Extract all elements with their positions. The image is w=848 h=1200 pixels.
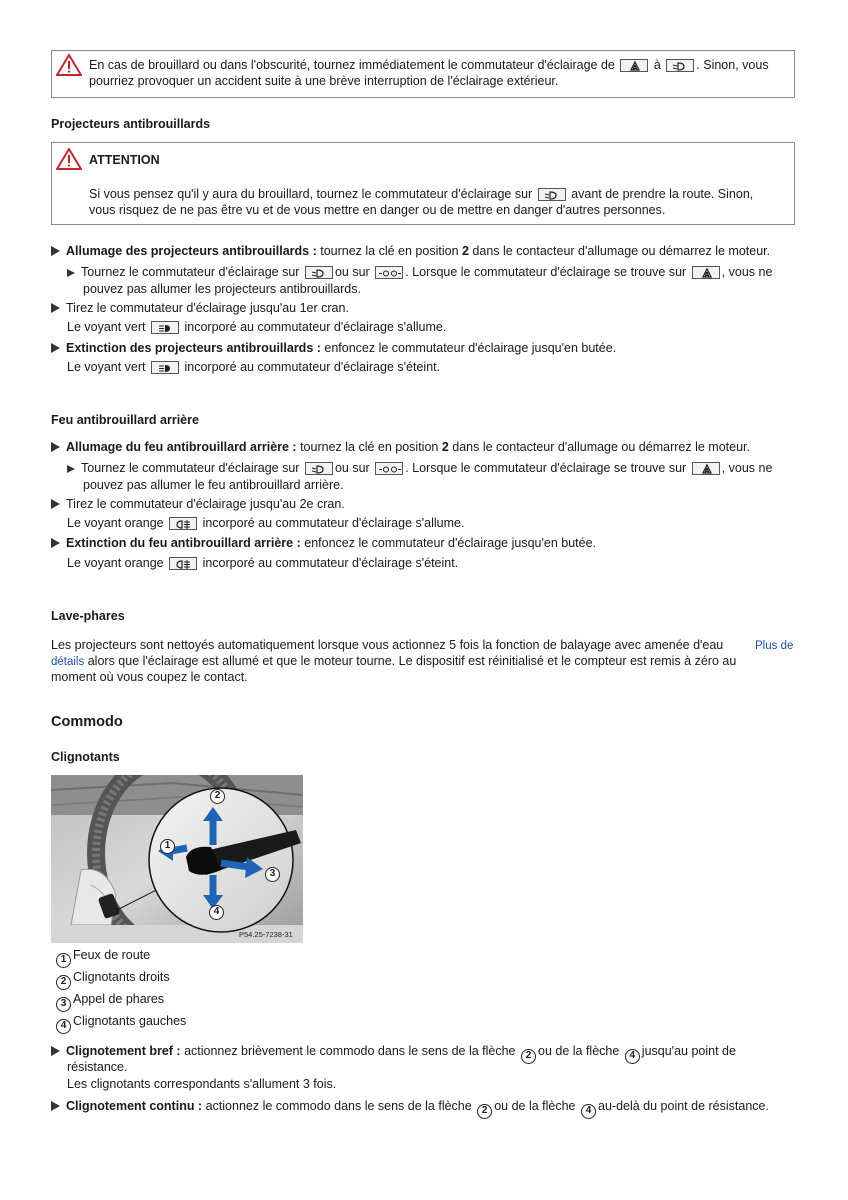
bullet-arrow-icon <box>51 442 60 452</box>
details-link[interactable]: Plus de <box>755 640 794 652</box>
callout-2: 2 <box>210 789 225 804</box>
heading-washer: Lave-phares <box>51 609 125 623</box>
rear-step-2: Tirez le commutateur d'éclairage jusqu'au 2e cran. <box>51 496 345 512</box>
continuous-step: Clignotement continu : actionnez le commodo dans le sens de la flèche 2 ou de la flèche 4 au-delà du point de résistance. <box>51 1098 769 1119</box>
fog-step-2: Tirez le commutateur d'éclairage jusqu'au 1er cran. <box>51 300 349 316</box>
low-beam-icon <box>538 188 566 201</box>
fog-step-1: Allumage des projecteurs antibrouillards : tournez la clé en position 2 dans le contacteur d'allumage ou démarrez le moteur. <box>51 243 770 259</box>
auto-light-icon <box>692 462 720 475</box>
bullet-arrow-icon <box>51 499 60 509</box>
stalk-photo <box>51 775 303 943</box>
callout-4: 4 <box>209 905 224 920</box>
heading-commodo: Commodo <box>51 714 123 730</box>
low-beam-icon <box>666 59 694 72</box>
warning-triangle-icon <box>56 54 82 76</box>
brief-step: Clignotement bref : actionnez brièvement le commodo dans le sens de la flèche 2 ou de la flèche 4 jusqu'au point de <box>51 1043 736 1064</box>
auto-light-icon <box>620 59 648 72</box>
rear-substep: Tournez le commutateur d'éclairage sur ou sur . Lorsque le commutateur d'éclairage se trouve sur A , vous ne <box>67 460 772 476</box>
legend-item: 1 Feux de route <box>54 947 150 968</box>
bullet-arrow-icon <box>67 269 75 277</box>
bullet-arrow-icon <box>51 303 60 313</box>
rear-fog-icon <box>169 517 197 530</box>
washer-text-1: Les projecteurs sont nettoyés automatiquement lorsque vous actionnez 5 fois la fonction de balayage avec amenée d'eau <box>51 638 724 652</box>
bullet-arrow-icon <box>51 343 60 353</box>
auto-light-icon <box>692 266 720 279</box>
attention-box: ATTENTION Si vous pensez qu'il y aura du brouillard, tournez le commutateur d'éclairage sur avant de prendre la route. Sinon, vous risquez de ne pas être vu et de vous mettre en danger ou de mettre en danger d'autres personnes. <box>51 142 795 225</box>
svg-text:A: A <box>704 467 709 475</box>
low-beam-icon <box>305 462 333 475</box>
fog-lamp-off: Le voyant vert incorporé au commutateur d'éclairage s'éteint. <box>67 360 441 374</box>
low-beam-icon <box>305 266 333 279</box>
svg-text:A: A <box>704 271 709 279</box>
front-fog-icon <box>151 321 179 334</box>
callout-1: 1 <box>160 839 175 854</box>
rear-step-3: Extinction du feu antibrouillard arrière : enfoncez le commutateur d'éclairage jusqu'en butée. <box>51 535 596 551</box>
warning-triangle-icon <box>56 148 82 170</box>
parking-light-icon <box>375 266 403 279</box>
bullet-arrow-icon <box>51 538 60 548</box>
callout-3: 3 <box>265 867 280 882</box>
fog-step-3: Extinction des projecteurs antibrouillards : enfoncez le commutateur d'éclairage jusqu'en butée. <box>51 340 616 356</box>
attention-title: ATTENTION <box>89 153 160 167</box>
warning-text: En cas de brouillard ou dans l'obscurité, tournez immédiatement le commutateur d'éclairage de <box>89 58 615 72</box>
rear-lamp-on: Le voyant orange incorporé au commutateur d'éclairage s'allume. <box>67 516 465 530</box>
warning-text-2: pourriez provoquer un accident suite à une brève interruption de l'éclairage extérieur. <box>89 74 559 88</box>
fog-lamp-on: Le voyant vert incorporé au commutateur d'éclairage s'allume. <box>67 320 447 334</box>
legend-item: 2 Clignotants droits <box>54 969 170 990</box>
heading-rear-fog: Feu antibrouillard arrière <box>51 413 199 427</box>
rear-step-1: Allumage du feu antibrouillard arrière : tournez la clé en position 2 dans le contacteur d'allumage ou démarrez le moteur. <box>51 439 750 455</box>
legend-item: 3 Appel de phares <box>54 991 164 1012</box>
details-link-2[interactable]: détails <box>51 656 85 668</box>
svg-text:A: A <box>633 64 638 72</box>
front-fog-icon <box>151 361 179 374</box>
bullet-arrow-icon <box>51 1046 60 1056</box>
bullet-arrow-icon <box>51 1101 60 1111</box>
bullet-arrow-icon <box>51 246 60 256</box>
fog-substep: Tournez le commutateur d'éclairage sur ou sur . Lorsque le commutateur d'éclairage se trouve sur A , vous ne <box>67 264 772 280</box>
heading-indicators: Clignotants <box>51 750 120 764</box>
rear-lamp-off: Le voyant orange incorporé au commutateur d'éclairage s'éteint. <box>67 556 459 570</box>
heading-fog-lights: Projecteurs antibrouillards <box>51 117 211 131</box>
rear-fog-icon <box>169 557 197 570</box>
parking-light-icon <box>375 462 403 475</box>
legend-item: 4 Clignotants gauches <box>54 1013 186 1034</box>
photo-code: P54.25-7238-31 <box>239 930 293 939</box>
bullet-arrow-icon <box>67 465 75 473</box>
warning-box: En cas de brouillard ou dans l'obscurité, tournez immédiatement le commutateur d'éclairage de A à . Sinon, vous pourriez provoquer un accident suite à une brève interruption de l'éclairage extérieur. <box>51 50 795 98</box>
